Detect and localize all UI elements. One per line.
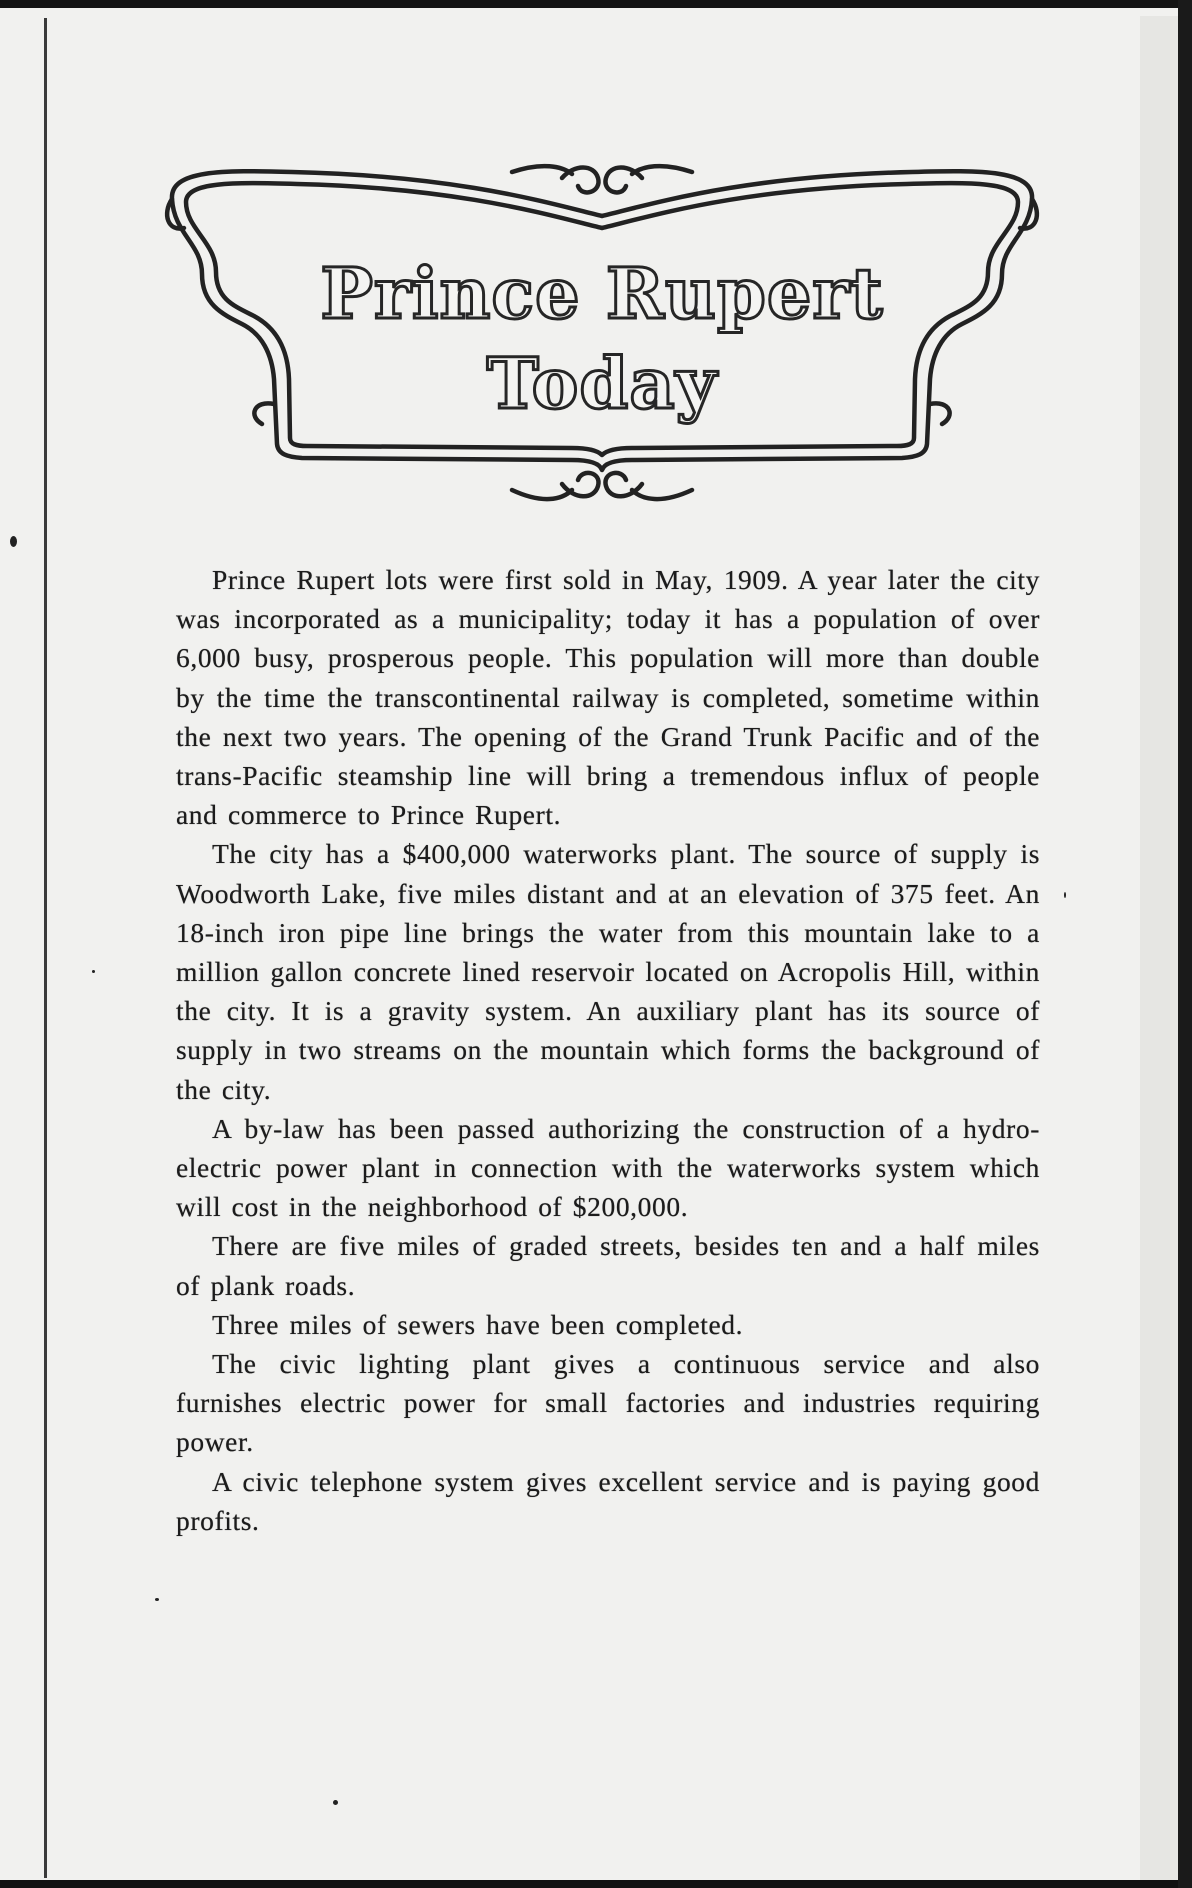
page-fold-line [44,18,47,1878]
title-ornamental-frame [162,154,1042,514]
paragraph-5: Three miles of sewers have been completed. [212,1308,744,1340]
document-page [0,8,1178,1880]
paragraph-4: There are five miles of graded streets, besides ten and a half miles of plank roads. [176,1230,1040,1301]
paragraph-6: The civic lighting plant gives a continuous service and also furnishes electric power for small factories and industries requiring power. [176,1348,1040,1458]
ink-speck [92,970,95,973]
paragraph-2: The city has a $400,000 waterworks plant. The source of supply is Woodworth Lake, five miles distant and at an elevation of 375 feet. An 18-inch iron pipe line brings the water from this mountain lake to a million gallon concrete lined reservoir located on Acropolis Hill, within the city. It is a gravity system. An auxiliary plant has its source of supply in two streams on the mountain which forms the background of the city. [176,838,1040,1105]
page-right-margin [1140,16,1178,1880]
ink-speck [1064,892,1066,898]
ink-speck [10,536,17,547]
ink-speck [155,1598,159,1601]
title-line-2: Today [486,342,718,425]
ink-speck [333,1800,338,1805]
scan-right-edge [1178,0,1192,1888]
title-line-1: Prince Rupert [320,252,884,335]
article-body [176,560,1040,1540]
article-title [162,249,1042,429]
scan-top-edge [0,0,1192,8]
paragraph-1: Prince Rupert lots were first sold in May, 1909. A year later the city was incorporated as a municipality; today it has a population of over 6,000 busy, prosperous people. This population will more than double by the time the transcontinental railway is completed, sometime within the next two years. The opening of the Grand Trunk Pacific and of the trans-Pacific steamship line will bring a tremendous influx of people and commerce to Prince Rupert. [176,564,1040,831]
paragraph-3: A by-law has been passed authorizing the construction of a hydro-electric power plant in connection with the waterworks system which will cost in the neighborhood of $200,000. [176,1112,1040,1223]
paragraph-7: A civic telephone system gives excellent service and is paying good profits. [176,1465,1040,1536]
